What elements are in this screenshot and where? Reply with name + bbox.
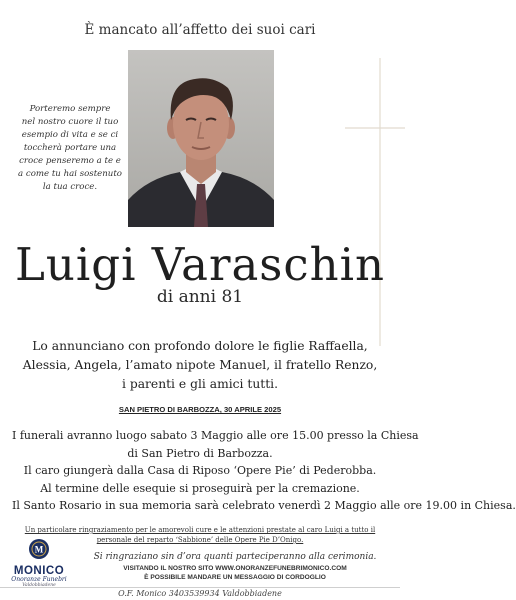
funeral-home-logo — [6, 538, 72, 586]
portrait-photo — [128, 50, 274, 227]
thanks-line: Un particolare ringraziamento per le amorevoli cure e le attenzioni prestate al caro Luigi a tutto il — [24, 526, 376, 534]
place-date: SAN PIETRO DI BARBOZZA, 30 APRILE 2025 — [118, 405, 282, 414]
logo-subtitle: Onoranze Funebri — [11, 576, 67, 583]
funeral-line: Il Santo Rosario in sua memoria sarà celebrato venerdì 2 Maggio alle ore 19.00 in Chiesa. — [12, 499, 516, 512]
closing-line: Si ringraziano sin d’ora quanti parteciperanno alla cerimonia. — [93, 552, 377, 562]
verse-line: esempio di vita e se ci — [21, 130, 119, 140]
portrait-illustration — [128, 50, 274, 227]
logo-brand: MONICO — [13, 565, 65, 577]
verse-line: a come tu hai sostenuto — [18, 169, 122, 179]
verse-line: toccherà portare una — [23, 143, 117, 153]
verse-line: Porteremo sempre — [29, 104, 111, 114]
funeral-line: Al termine delle esequie si proseguirà per la cremazione. — [40, 481, 360, 495]
footer-contact: O.F. Monico 3403539934 Valdobbiadene — [118, 589, 282, 598]
age-label: di anni 81 — [156, 287, 244, 307]
thanks-note — [20, 525, 380, 545]
funeral-line: di San Pietro di Barbozza. — [127, 446, 273, 460]
monico-emblem-icon — [28, 538, 50, 560]
verse-line: croce penseremo a te e — [19, 156, 121, 166]
verse-line: nel nostro cuore il tuo — [21, 117, 119, 127]
footer-divider — [0, 587, 400, 588]
deceased-name: Luigi Varaschin — [15, 238, 385, 291]
verse-quote — [14, 103, 126, 194]
website-line: VISITANDO IL NOSTRO SITO WWW.ONORANZEFUNEBRIMONICO.COM — [123, 565, 347, 572]
website-notice — [80, 565, 390, 582]
thanks-line: personale del reparto ‘Sabbione’ delle Opere Pie D’Onigo. — [96, 536, 304, 544]
funeral-details — [12, 427, 516, 515]
funeral-line: I funerali avranno luogo sabato 3 Maggio alle ore 15.00 presso la Chiesa — [12, 429, 419, 442]
svg-text:M: M — [34, 544, 44, 555]
website-line: È POSSIBILE MANDARE UN MESSAGGIO DI CORDOGLIO — [144, 573, 326, 581]
headline: È mancato all’affetto dei suoi cari — [84, 22, 316, 38]
announcement-text: Lo annunciano con profondo dolore le figlie Raffaella, Alessia, Angela, l’amato nipote Manuel, il fratello Renzo, i parenti e gli amici tutti. — [22, 339, 378, 391]
verse-line: la tua croce. — [42, 182, 98, 192]
funeral-line: Il caro giungerà dalla Casa di Riposo ‘Opere Pie’ di Pederobba. — [23, 464, 377, 477]
logo-place: Valdobbiadene — [22, 583, 56, 588]
